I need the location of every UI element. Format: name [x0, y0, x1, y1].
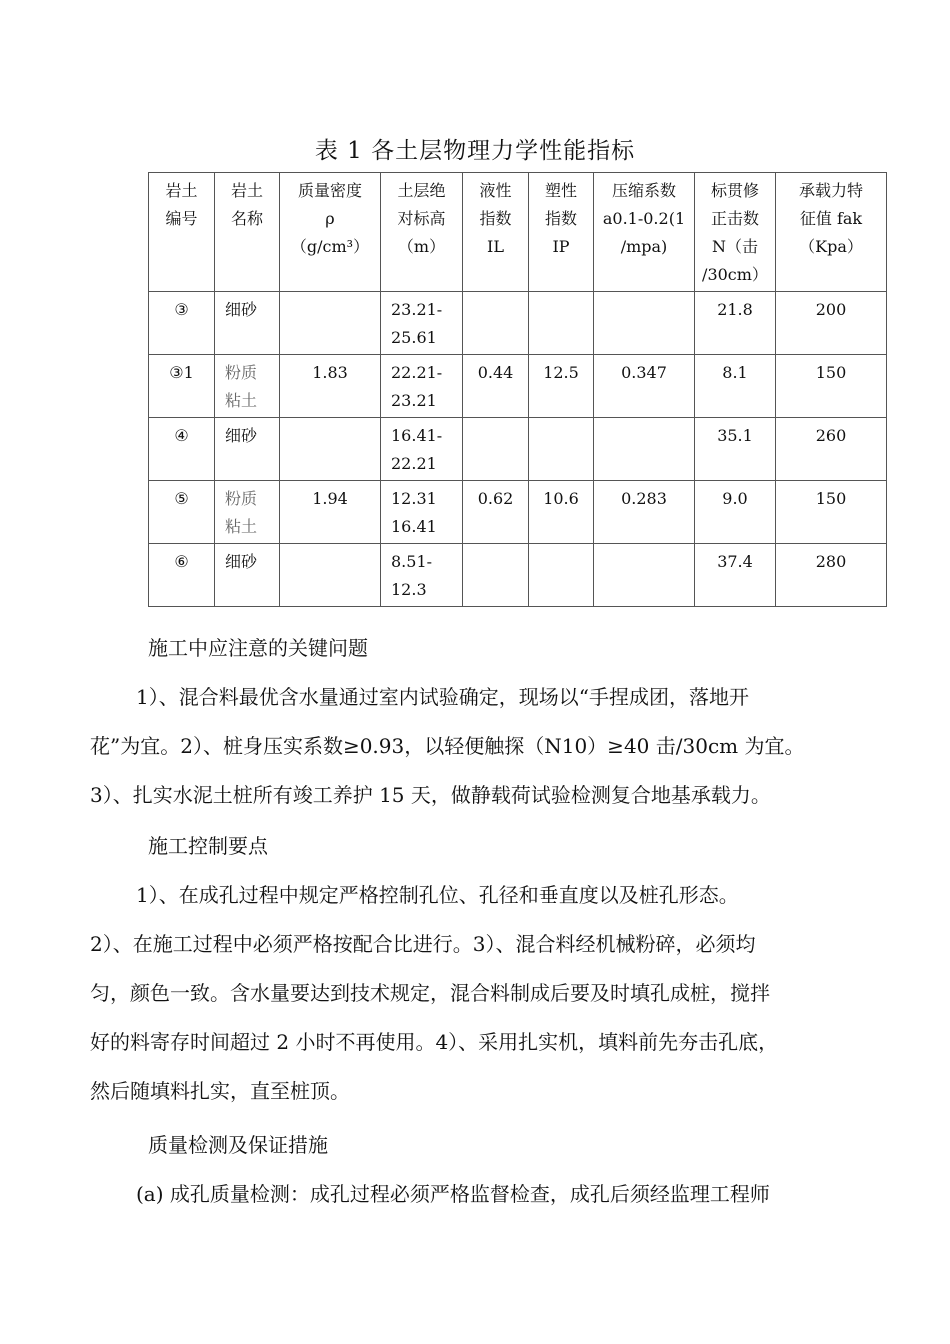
cell-bearing: 280: [776, 544, 887, 607]
table-header-row: [149, 173, 887, 292]
cell-density: [280, 544, 381, 607]
cell-soil-name: 粉质 粘土: [215, 355, 280, 418]
header-cell: 承载力特 征值 fak （Kpa）: [776, 173, 887, 292]
cell-layer-no: ③1: [149, 355, 215, 418]
header-cell: 岩土 名称: [215, 173, 280, 292]
cell-compression: [594, 544, 695, 607]
cell-layer-no: ⑤: [149, 481, 215, 544]
cell-layer-no: ④: [149, 418, 215, 481]
cell-bearing: 260: [776, 418, 887, 481]
header-cell: 标贯修 正击数 N（击 /30cm）: [695, 173, 776, 292]
cell-il: 0.44: [463, 355, 529, 418]
cell-ip: 12.5: [529, 355, 594, 418]
paragraph-line: 好的料寄存时间超过 2 小时不再使用。4）、采用扎实机，填料前先夯击孔底，: [90, 1030, 779, 1054]
cell-compression: 0.283: [594, 481, 695, 544]
section-heading-quality-inspection: 质量检测及保证措施: [148, 1133, 328, 1157]
soil-properties-table: [148, 172, 887, 607]
cell-ip: [529, 544, 594, 607]
cell-il: [463, 292, 529, 355]
header-cell: 岩土 编号: [149, 173, 215, 292]
header-cell: 土层绝 对标高 （m）: [381, 173, 463, 292]
section-body-key-issues: [90, 673, 880, 820]
cell-compression: [594, 418, 695, 481]
cell-elevation: 16.41- 22.21: [381, 418, 463, 481]
paragraph-line: 2）、在施工过程中必须严格按配合比进行。3）、混合料经机械粉碎，必须均: [90, 932, 756, 956]
cell-layer-no: ③: [149, 292, 215, 355]
cell-elevation: 22.21- 23.21: [381, 355, 463, 418]
paragraph-line: (a) 成孔质量检测：成孔过程必须严格监督检查，成孔后须经监理工程师: [136, 1182, 770, 1206]
cell-ip: [529, 418, 594, 481]
header-cell: 液性 指数 IL: [463, 173, 529, 292]
cell-blow-count: 21.8: [695, 292, 776, 355]
table-row: [149, 292, 887, 355]
cell-layer-no: ⑥: [149, 544, 215, 607]
cell-compression: [594, 292, 695, 355]
cell-bearing: 150: [776, 355, 887, 418]
cell-elevation: 8.51- 12.3: [381, 544, 463, 607]
header-cell: 质量密度 ρ （g/cm³）: [280, 173, 381, 292]
section-body-control-points: [90, 871, 880, 1116]
cell-blow-count: 8.1: [695, 355, 776, 418]
paragraph-line: 3）、扎实水泥土桩所有竣工养护 15 天，做静载荷试验检测复合地基承载力。: [90, 783, 771, 807]
cell-il: [463, 418, 529, 481]
cell-density: [280, 292, 381, 355]
cell-blow-count: 9.0: [695, 481, 776, 544]
paragraph-line: 花”为宜。2）、桩身压实系数≥0.93，以轻便触探（N10）≥40 击/30cm 为宜。: [90, 734, 805, 758]
cell-elevation: 23.21- 25.61: [381, 292, 463, 355]
cell-il: 0.62: [463, 481, 529, 544]
section-heading-control-points: 施工控制要点: [148, 834, 268, 858]
table-title: 表 1 各土层物理力学性能指标: [314, 138, 636, 164]
header-cell: 塑性 指数 IP: [529, 173, 594, 292]
cell-bearing: 150: [776, 481, 887, 544]
cell-compression: 0.347: [594, 355, 695, 418]
cell-density: 1.94: [280, 481, 381, 544]
cell-soil-name: 细砂: [215, 544, 280, 607]
table-row: [149, 544, 887, 607]
cell-soil-name: 细砂: [215, 292, 280, 355]
section-heading-key-issues: 施工中应注意的关键问题: [148, 636, 368, 660]
cell-soil-name: 粉质 粘土: [215, 481, 280, 544]
paragraph-line: 然后随填料扎实，直至桩顶。: [90, 1079, 350, 1103]
table-row: [149, 418, 887, 481]
paragraph-line: 1）、混合料最优含水量通过室内试验确定，现场以“手捏成团，落地开: [136, 685, 749, 709]
cell-ip: [529, 292, 594, 355]
cell-density: 1.83: [280, 355, 381, 418]
cell-elevation: 12.31 16.41: [381, 481, 463, 544]
section-body-quality-inspection: [90, 1170, 880, 1219]
cell-il: [463, 544, 529, 607]
cell-blow-count: 37.4: [695, 544, 776, 607]
header-cell: 压缩系数 a0.1-0.2(1 /mpa): [594, 173, 695, 292]
cell-soil-name: 细砂: [215, 418, 280, 481]
table-row: [149, 481, 887, 544]
paragraph-line: 1）、在成孔过程中规定严格控制孔位、孔径和垂直度以及桩孔形态。: [136, 883, 739, 907]
cell-bearing: 200: [776, 292, 887, 355]
cell-ip: 10.6: [529, 481, 594, 544]
paragraph-line: 匀，颜色一致。含水量要达到技术规定，混合料制成后要及时填孔成桩，搅拌: [90, 981, 770, 1005]
cell-density: [280, 418, 381, 481]
cell-blow-count: 35.1: [695, 418, 776, 481]
table-row: [149, 355, 887, 418]
